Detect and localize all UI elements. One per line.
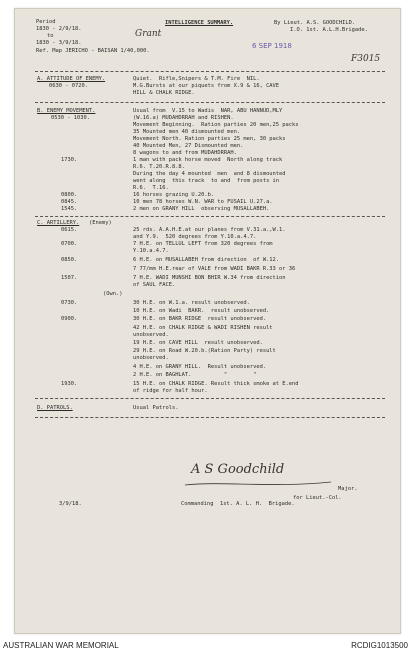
section-c-line: 30 H.E. on BAKR RIDGE result unobserved. [133, 316, 267, 322]
section-b-line: 16 horses grazing U.20.b. [133, 192, 215, 198]
unit-line: I.O. 1st. A.L.H.Brigade. [290, 27, 368, 33]
signature-underline [183, 479, 333, 489]
document-date: 3/9/18. [59, 501, 82, 507]
section-c-line: 10 H.E. on Wadi BAKR. result unobserved. [133, 308, 270, 314]
section-b-time: 0845. [61, 199, 78, 205]
section-c-time: 0850. [61, 257, 78, 263]
section-b-line: 10 men 78 horses W.N. WAR to FUSAIL U.27.a. [133, 199, 273, 205]
document-title: INTELLIGENCE SUMMARY. [165, 20, 234, 26]
section-a-line: HILL & CHALK RIDGE. [133, 90, 195, 96]
section-c-time: 1507. [61, 275, 78, 281]
document-page [14, 8, 401, 634]
date-stamp [252, 42, 292, 50]
handwritten-note: Grant [135, 29, 162, 39]
section-a-label: A. ATTITUDE OF ENEMY. [37, 76, 106, 82]
section-b-time: 0800. [61, 192, 78, 198]
period-from: 1830 - 2/9/18. [36, 26, 82, 32]
divider [35, 398, 385, 399]
section-c-line: unobserved. [133, 332, 169, 338]
divider [35, 102, 385, 103]
section-d-text: Usual Patrols. [133, 405, 179, 411]
period-to-label: to [47, 33, 54, 39]
section-a-line: Quiet. Rifle,Snipers & T.M. Fire NIL. [133, 76, 260, 82]
section-b-line: R.6. T.16. [133, 185, 169, 191]
section-b-line: 35 Mounted men 40 dismounted men. [133, 129, 241, 135]
section-c-line: 25 rds. A.A.H.E.at our planes from V.31.a.,W.1. [133, 227, 286, 233]
section-c-line: 2 H.E. on BAGHLAT. " " [133, 372, 257, 378]
section-b-line: went along this track to and from posts in [133, 178, 280, 184]
section-c-line: of SAUL FACE. [133, 282, 176, 288]
section-b-line: (W.16.a) MUDAHDRRAH and RISHEN. [133, 115, 234, 121]
signature-for-line: for Lieut.-Col. [293, 495, 342, 501]
signature-stroke [185, 482, 331, 485]
section-b-line: 8 wagons to and from MUDAHDRRAH. [133, 150, 237, 156]
signature: A S Goodchild [191, 462, 285, 477]
section-c-time: 0900. [61, 316, 78, 322]
section-b-line: Movement North. Ration parties 25 men, 30 packs [133, 136, 286, 142]
section-c-line: 42 H.E. on CHALK RIDGE & WADI RISHEN result [133, 325, 273, 331]
section-b-time: 1545. [61, 206, 78, 212]
section-c-line: of ridge for half hour. [133, 388, 208, 394]
period-label: Period [36, 19, 56, 25]
footer-archive-name: AUSTRALIAN WAR MEMORIAL [3, 641, 119, 650]
stamp-text: 6 SEP 1918 [252, 42, 292, 50]
section-b-line: Movement Beginning. Ration parties 20 men,25 packs [133, 122, 299, 128]
section-c-line: 30 H.E. on W.1.a. result unobserved. [133, 300, 250, 306]
footer-record-id: RCDIG1013500 [351, 641, 408, 650]
section-c-label: C. ARTILLERY. [37, 220, 80, 226]
author-line: By Lieut. A.S. GOODCHILD. [274, 20, 356, 26]
section-b-line: Usual from V.15 to Wadis NAR, ABU HANNUD,MLY [133, 108, 283, 114]
section-a-time: 0630 - 0720. [49, 83, 88, 89]
section-c-line: 29 H.E. on Road W.20.b.(Ration Party) result [133, 348, 276, 354]
divider [35, 417, 385, 418]
section-c-line: Y.10.a.4.7. [133, 248, 169, 254]
section-c-time: 0615. [61, 227, 78, 233]
divider [35, 71, 385, 72]
section-c-line: 7 H.E. WADI MUNSHI BON BHIR W.34 from direction [133, 275, 286, 281]
archive-footer [0, 638, 412, 654]
section-c-time: 0700. [61, 241, 78, 247]
section-b-line: R.6. T.20.R.8.8. [133, 164, 185, 170]
section-c-line: 7 H.E. on TELLUL LEFT from 320 degrees from [133, 241, 273, 247]
section-d-label: D. PATROLS. [37, 405, 73, 411]
section-c-line: 4 H.E. on GRANY HILL. Result unobserved. [133, 364, 267, 370]
period-to: 1830 - 3/9/18. [36, 40, 82, 46]
divider [35, 216, 385, 217]
section-c-line: 19 H.E. on CAVE HILL result unobserved. [133, 340, 263, 346]
section-a-line: M.G.Bursts at our piquets from X.9 & 16, CAVE [133, 83, 280, 89]
section-c-line: 7 77/mm H.E.rear of VALE from WADI BAKR R.33 or 36 [133, 266, 296, 272]
section-c-time: 1930. [61, 381, 78, 387]
section-c-line: and Y.9. 520 degrees from Y.10.a.4.7. [133, 234, 257, 240]
ref-map: Ref. Map JERICHO - BAISAN 1/40,000. [36, 48, 150, 54]
signature-rank: Major. [338, 486, 358, 492]
section-c-line: 15 H.E. on CHALK RIDGE. Result thick smoke at E.end [133, 381, 299, 387]
section-b-label: B. ENEMY MOVEMENT. [37, 108, 96, 114]
section-b-time: 1730. [61, 157, 78, 163]
section-c-enemy-label: (Enemy) [89, 220, 112, 226]
section-b-line: 1 man with pack horse moved North along track [133, 157, 283, 163]
section-b-line: 2 men on GRANY HILL observing MUSALLABEH. [133, 206, 270, 212]
section-b-time: 0530 - 1030. [51, 115, 90, 121]
section-c-line: unobserved. [133, 355, 169, 361]
section-c-own-label: (Own.) [103, 291, 123, 297]
section-c-time: 0730. [61, 300, 78, 306]
section-b-line: 40 Mounted Men, 27 Dismounted men. [133, 143, 244, 149]
section-c-line: 6 H.E. on MUSALLABEH from direction of W.12. [133, 257, 280, 263]
handwritten-reference: F3015 [351, 54, 381, 64]
signature-commanding: Commanding 1st. A. L. H. Brigade. [181, 501, 295, 507]
section-b-line: During the day 4 mounted men and 8 dismounted [133, 171, 286, 177]
